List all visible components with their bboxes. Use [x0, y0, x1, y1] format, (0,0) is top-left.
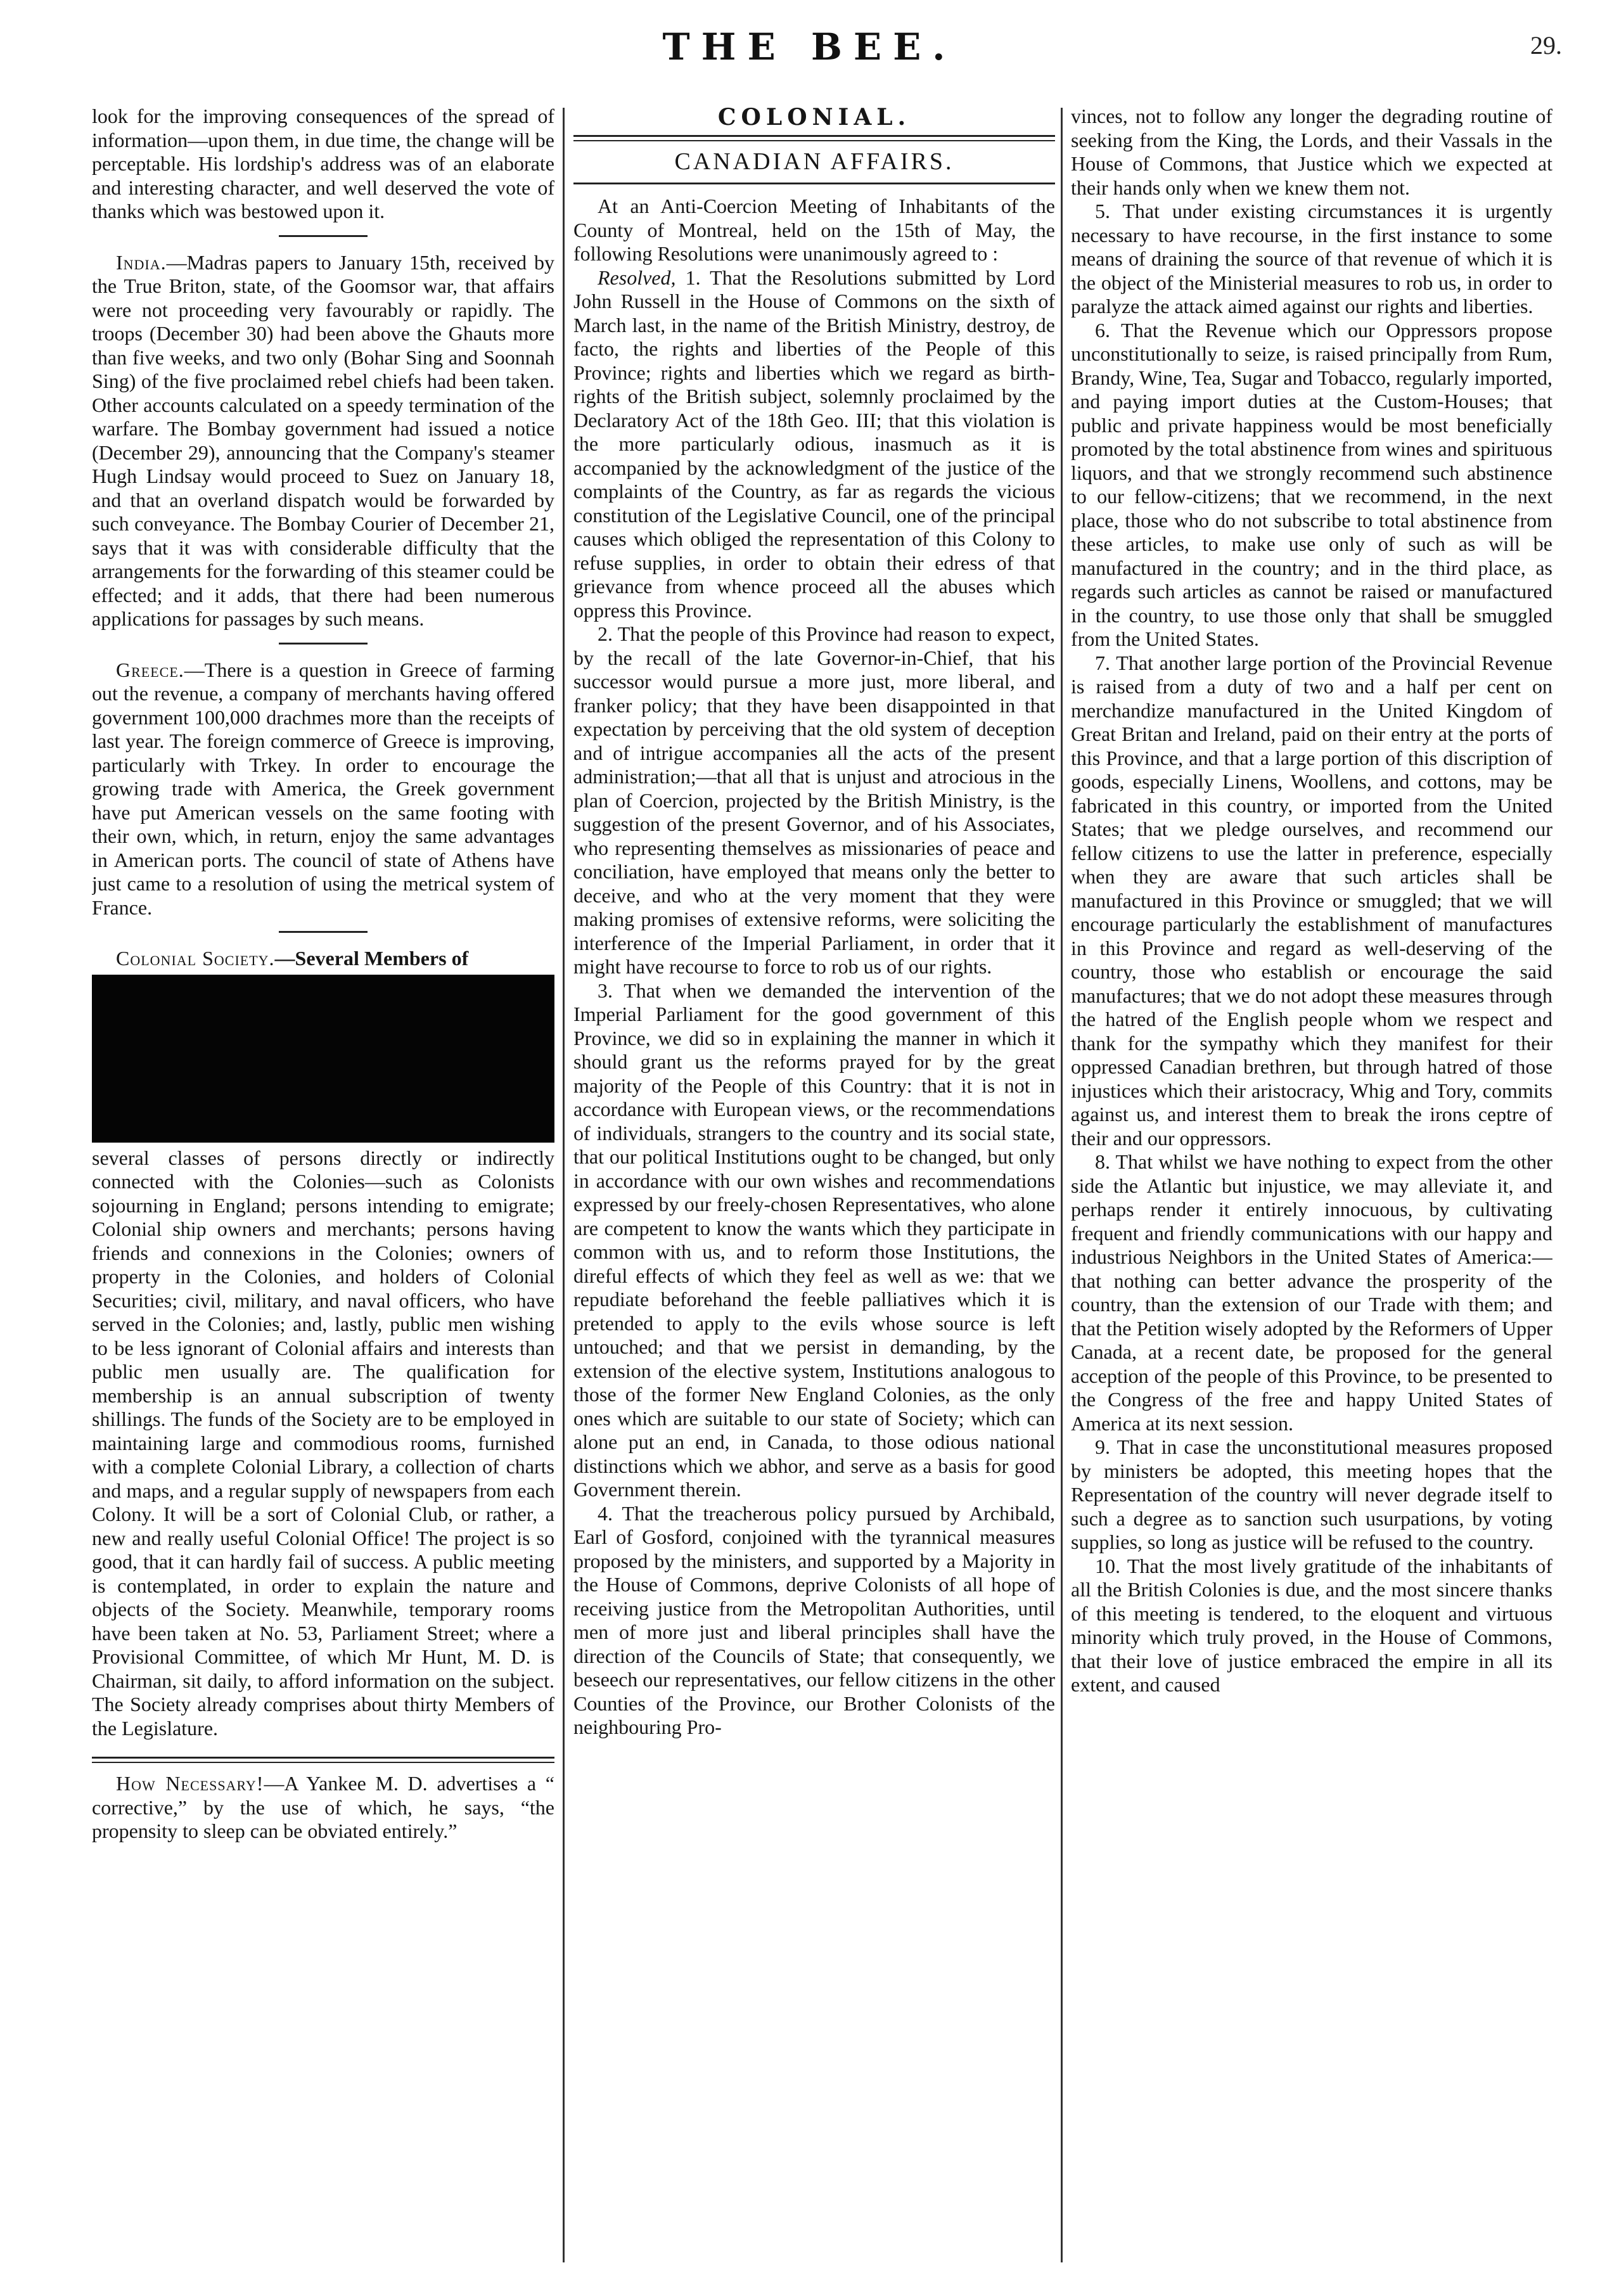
article-headline: CANADIAN AFFAIRS.	[674, 148, 954, 175]
page-number: 29.	[1530, 31, 1562, 60]
column-divider	[1061, 108, 1063, 2262]
article-text: —Madras papers to January 15th, received by the True Briton, state, of the Goomsor war, that affairs were not proceeding very favourably or rapidly. The troops (December 30) had been above the Ghauts more than five weeks, and two only (Bohar Sing and Soonnah Sing) of the five proclaimed rebel chiefs had been taken. Other accounts calculated on a speedy termination of the warfare. The Bombay government had issued a notice (December 29), announcing that the Company's steamer Hugh Lindsay would proceed to Suez on January 18, and that an overland dispatch would be forwarded by such conveyance. The Bombay Courier of December 21, says that it was with considerable difficulty that the arrangements for the forwarding of this steamer could be effected; and it adds, that there had been numerous applications for passages by such means.	[92, 250, 554, 630]
article-text: —Several Members of	[274, 947, 469, 970]
resolution-1	[573, 266, 1055, 623]
article-india	[92, 251, 554, 631]
resolution-10: 10. That the most lively gratitude of the inhabitants of all the British Colonies is due, and the most sincere thanks of this meeting is tendered, to the eloquent and virtuous minority which truly proved, in the House of Commons, that their love of justice embraced the empire in all its extent, and caused	[1071, 1554, 1552, 1696]
article-text: —There is a question in Greece of farming out the revenue, a company of merchants having offered government 100,000 drachmes more than the receipts of last year. The foreign commerce of Greece is improving, particularly with Trkey. In order to encourage the growing trade with America, the Greek government have put American vessels on the same footing with their own, which, in return, enjoy the same advantages in American ports. The council of state of Athens have just came to a resolution of using the metrical system of France.	[92, 658, 554, 919]
article-how-necessary	[92, 1772, 554, 1844]
article-continuation: look for the improving consequences of the spread of information—upon them, in due time, the change will be perceptable. His lordship's address was of an elaborate and interesting character, and well deserved the vote of thanks which was bestowed upon it.	[92, 105, 554, 222]
column-middle	[573, 105, 1055, 2266]
column-right	[1071, 105, 1552, 2266]
resolution-6: 6. That the Revenue which our Oppressors propose unconstitutionally to seize, is raised principally from Rum, Brandy, Wine, Tea, Sugar and Tobacco, regularly imported, and paying import duties at the Custom-Houses; that public and private happiness would be most beneficially promoted by the total abstinence from wines and spirituous liquors, and that we strongly recommend such abstinence to our fellow-citizens; that we recommend, in the next place, those who do not subscribe to total abstinence from these articles, to make use only of such as will be manufactured in the country; and in the third place, as regards such articles as cannot be raised or manufactured in the country, to use those only that shall be smuggled from the United States.	[1071, 318, 1552, 650]
article-lead: India.	[116, 250, 167, 274]
article-text: —A Yankee M. D. advertises a “ corrective,” by the use of which, he says, “the propensity to sleep can be obviated entirely.”	[92, 1772, 554, 1842]
section-title: COLONIAL.	[717, 105, 911, 131]
resolution-3: 3. That when we demanded the intervention of the Imperial Parliament for the good government of this Province, we did so in explaining the manner in which it should grant us the reforms prayed for by the great majority of the People of this Country: that it is not in accordance with European views, or the recommendations of individuals, strangers to the country and its social state, that our political Institutions ought to be changed, but only in accordance with our own wishes and recommendations expressed by our freely-chosen Representatives, who alone are competent to know the wants which they participate in common with us, and to reform those Institutions, the direful effects of which they feel as well as we: that we repudiate beforehand the feeble palliatives which it is pretended to apply to the evils whose source is left untouched; and that we persist in demanding, by the extension of the elective system, Institutions analogous to those of the former New England Colonies, as the only ones which are suitable to our state of Society; which can alone put an end, in Canada, to those odious national distinctions which we abhor, and serve as a basis for good Government therein.	[573, 978, 1055, 1501]
section-divider	[92, 1757, 554, 1763]
resolution-8: 8. That whilst we have nothing to expect from the other side the Atlantic but injustice, we may alleviate it, and perhaps render it entirely innocuous, by cultivating frequent and friendly communications with our happy and industrious Neighbors in the United States of America:—that nothing can better advance the prosperity of the country, than the extension of our Trade with them; and that the Petition wisely adopted by the Reformers of Upper Canada, at a recent date, be proposed for the general acception of the people of this Province, to be presented to the Congress of the free and happy United States of America at its next session.	[1071, 1150, 1552, 1435]
column-divider	[563, 108, 565, 2262]
section-divider	[279, 643, 368, 645]
resolution-2: 2. That the people of this Province had reason to expect, by the recall of the late Governor-in-Chief, that his successor would pursue a more just, more liberal, and franker policy; that they have been disappointed in that expectation by perceiving that the old system of deception and of intrigue accompanies all the acts of the present administration;—that all that is unjust and atrocious in the plan of Coercion, projected by the British Ministry, is the suggestion of the present Governor, and of his Associates, who representing themselves as missionaries of peace and conciliation, have employed that means only the better to deceive, and who at the very moment that they were making promises of extensive reforms, were soliciting the interference of the Imperial Parliament, in order that it might have recourse to force to rob us of our rights.	[573, 622, 1055, 978]
resolution-text: 1. That the Resolutions submitted by Lord John Russell in the House of Commons on the sixth of March last, in the name of the British Ministry, destroy, de facto, the rights and liberties of the People of this Province; rights and liberties which we regard as birth-rights of the British subject, solemnly proclaimed by the Declaratory Act of the 18th Geo. III; that this violation is the more particularly odious, inasmuch as it is accompanied by the acknowledgment of the justice of the complaints of the Country, as far as regards the vicious constitution of the Legislative Council, one of the principal causes which obliged the representation of this Colony to refuse supplies, in order to obtain their edress of that grievance from whence proceed all the abuses which oppress this Province.	[573, 266, 1055, 622]
article-lead: Greece.	[116, 658, 184, 681]
column-left	[92, 105, 554, 2266]
section-divider	[279, 931, 368, 933]
resolution-5: 5. That under existing circumstances it is urgently necessary to have recourse, in the first instance to some means of draining the source of that revenue of which it is the object of the Ministerial measures to rob us, in order to paralyze the attack aimed against our rights and liberties.	[1071, 200, 1552, 317]
section-divider	[279, 235, 368, 237]
article-lead: Colonial Society.	[116, 947, 275, 970]
article-greece	[92, 658, 554, 920]
article-intro: At an Anti-Coercion Meeting of Inhabitants of the County of Montreal, held on the 15th of May, the following Resolutions were unanimously agreed to :	[573, 195, 1055, 265]
article-lead: How Necessary!	[116, 1772, 264, 1795]
resolution-9: 9. That in case the unconstitutional measures proposed by ministers be adopted, this meeting hopes that the Representation of the country will never degrade itself to such a degree as to sanction such usurpations, by voting supplies, so long as justice will be refused to the country.	[1071, 1435, 1552, 1553]
section-divider	[573, 135, 1055, 141]
article-text: several classes of persons directly or indirectly connected with the Colonies—such as Colonists sojourning in England; persons intending to emigrate; Colonial ship owners and merchants; persons having friends and connexions in the Colonies; owners of property in the Colonies, and holders of Colonial Securities; civil, military, and naval officers, who have served in the Colonies; and, lastly, public men wishing to be less ignorant of Colonial affairs and interests than public men usually are. The qualification for membership is an annual subscription of twenty shillings. The funds of the Society are to be employed in maintaining large and commodious rooms, furnished with a complete Colonial Library, a collection of charts and maps, and a regular supply of newspapers from each Colony. It will be a sort of Colonial Club, or rather, a new and really useful Colonial Office! The project is so good, that it can hardly fail of success. A public meeting is contemplated, in order to explain the nature and objects of the Society. Meanwhile, temporary rooms have been taken at No. 53, Parliament Street; where a Provisional Committee, of which Mr Hunt, M. D. is Chairman, sit daily, to afford information on the subject. The Society already comprises about thirty Members of the Legislature.	[92, 1146, 554, 1740]
headline-rule	[573, 183, 1055, 184]
resolution-lead: Resolved,	[598, 266, 676, 289]
article-colonial-society	[92, 947, 554, 971]
redaction-block	[92, 975, 554, 1143]
resolution-7: 7. That another large portion of the Provincial Revenue is raised from a duty of two and a half per cent on merchandize manufactured in the United Kingdom of Great Britan and Ireland, paid on their entry at the ports of this Province, and that a large portion of this discription of goods, especially Linens, Woollens, and cottons, may be fabricated in this country, or imported from the United States; that we pledge ourselves, and recommend our fellow citizens to use the latter in preference, especially when they are aware that such articles shall be manufactured in this Province or smuggled; that we will encourage particularly the establishment of manufactures in this Province and regard as well-deserving of the country, those who establish or encourage the said manufactures; that we do not adopt these measures through the hatred of the English people whom we respect and thank for the sympathy which they manifest for their oppressed Canadian brethren, but through hatred of those injustices which their aristocracy, Whig and Tory, commits against us, and interest them to break the irons ceptre of their and our oppressors.	[1071, 651, 1552, 1150]
masthead-title: THE BEE.	[662, 25, 957, 68]
resolution-4: 4. That the treacherous policy pursued by Archibald, Earl of Gosford, conjoined with the tyrannical measures proposed by the ministers, and supported by a Majority in the House of Commons, deprive Colonists of all hope of receiving justice from the Metropolitan Authorities, until men of more just and liberal principles shall have the direction of the Councils of State; that consequently, we beseech our representatives, our fellow citizens in the other Counties of the Province, our Brother Colonists of the neighbouring Pro-	[573, 1501, 1055, 1738]
resolution-4-continued: vinces, not to follow any longer the degrading routine of seeking from the King, the Lords, and their Vassals in the House of Commons, that Justice which we expected at their hands only when we knew them not.	[1071, 105, 1552, 199]
